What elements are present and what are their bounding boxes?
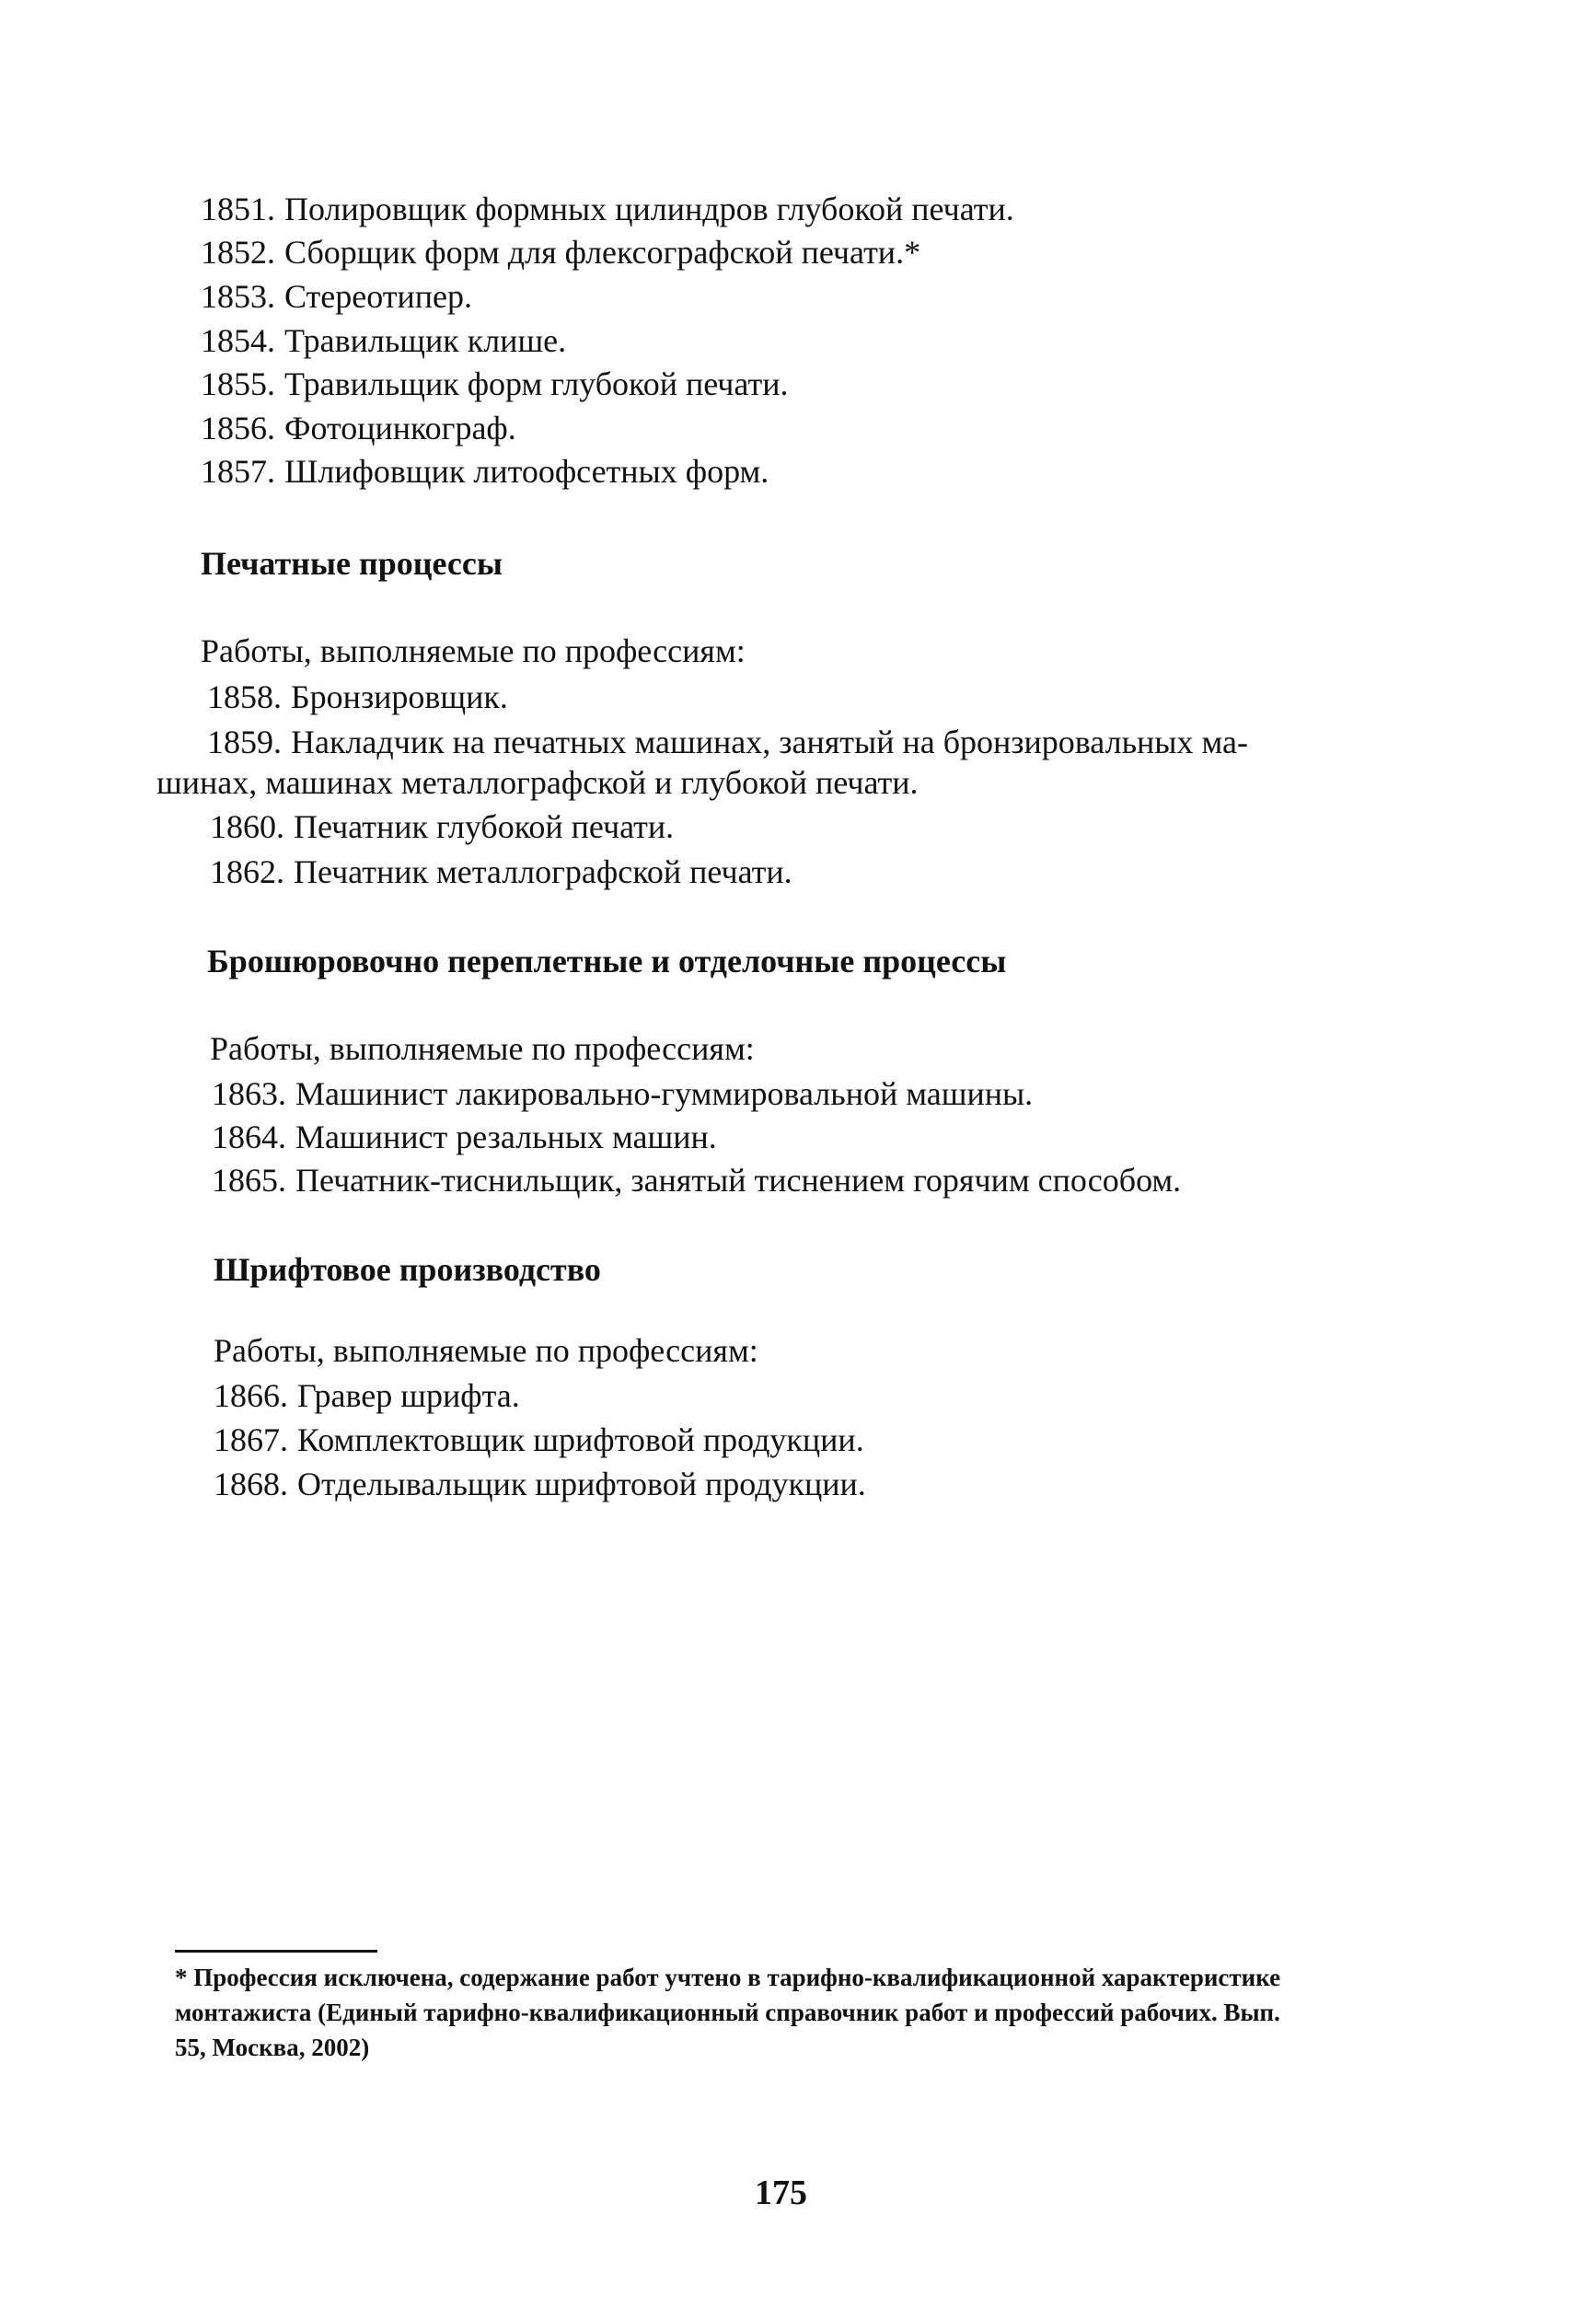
footnote-divider bbox=[175, 1950, 377, 1953]
list-item: 1865. Печатник-тиснильщик, занятый тиснением горячим способом. bbox=[212, 1162, 1182, 1199]
list-item: 1864. Машинист резальных машин. bbox=[212, 1119, 717, 1155]
list-item: 1853. Стереотипер. bbox=[201, 278, 472, 315]
list-item: 1857. Шлифовщик литоофсетных форм. bbox=[201, 453, 769, 490]
list-item: 1852. Сборщик форм для флексографской печати.* bbox=[201, 234, 921, 271]
list-item: 1855. Травильщик форм глубокой печати. bbox=[201, 365, 789, 402]
list-item: 1858. Бронзировщик. bbox=[207, 678, 508, 715]
list-item: 1856. Фотоцинкограф. bbox=[201, 410, 516, 446]
footnote-line-2: монтажиста (Единый тарифно-квалификационный справочник работ и профессий рабочих. Вып. bbox=[175, 1999, 1280, 2026]
section-intro: Работы, выполняемые по профессиям: bbox=[214, 1332, 758, 1369]
list-item: 1867. Комплектовщик шрифтовой продукции. bbox=[214, 1421, 864, 1458]
section-intro: Работы, выполняемые по профессиям: bbox=[210, 1030, 755, 1067]
list-item: 1862. Печатник металлографской печати. bbox=[210, 853, 792, 890]
list-item-continuation: шинах, машинах металлографской и глубокой печати. bbox=[156, 764, 919, 801]
list-item: 1868. Отделывальщик шрифтовой продукции. bbox=[214, 1466, 866, 1502]
list-item: 1860. Печатник глубокой печати. bbox=[210, 808, 675, 845]
list-item: 1854. Травильщик клише. bbox=[201, 322, 567, 359]
list-item: 1859. Накладчик на печатных машинах, занятый на бронзировальных ма- bbox=[207, 724, 1248, 760]
list-item: 1866. Гравер шрифта. bbox=[214, 1377, 520, 1414]
list-item: 1863. Машинист лакировально-гуммировальной машины. bbox=[212, 1075, 1034, 1112]
list-item: 1851. Полировщик формных цилиндров глубокой печати. bbox=[201, 191, 1014, 227]
section-heading-type: Шрифтовое производство bbox=[214, 1251, 601, 1288]
section-heading-binding: Брошюровочно переплетные и отделочные процессы bbox=[207, 943, 1007, 980]
footnote-line-1: * Профессия исключена, содержание работ учтено в тарифно-квалификационной характеристике bbox=[175, 1964, 1281, 1991]
section-heading-printing: Печатные процессы bbox=[201, 545, 503, 582]
page-number: 175 bbox=[755, 2174, 807, 2212]
footnote-line-3: 55, Москва, 2002) bbox=[175, 2034, 370, 2061]
section-intro: Работы, выполняемые по профессиям: bbox=[201, 632, 746, 669]
